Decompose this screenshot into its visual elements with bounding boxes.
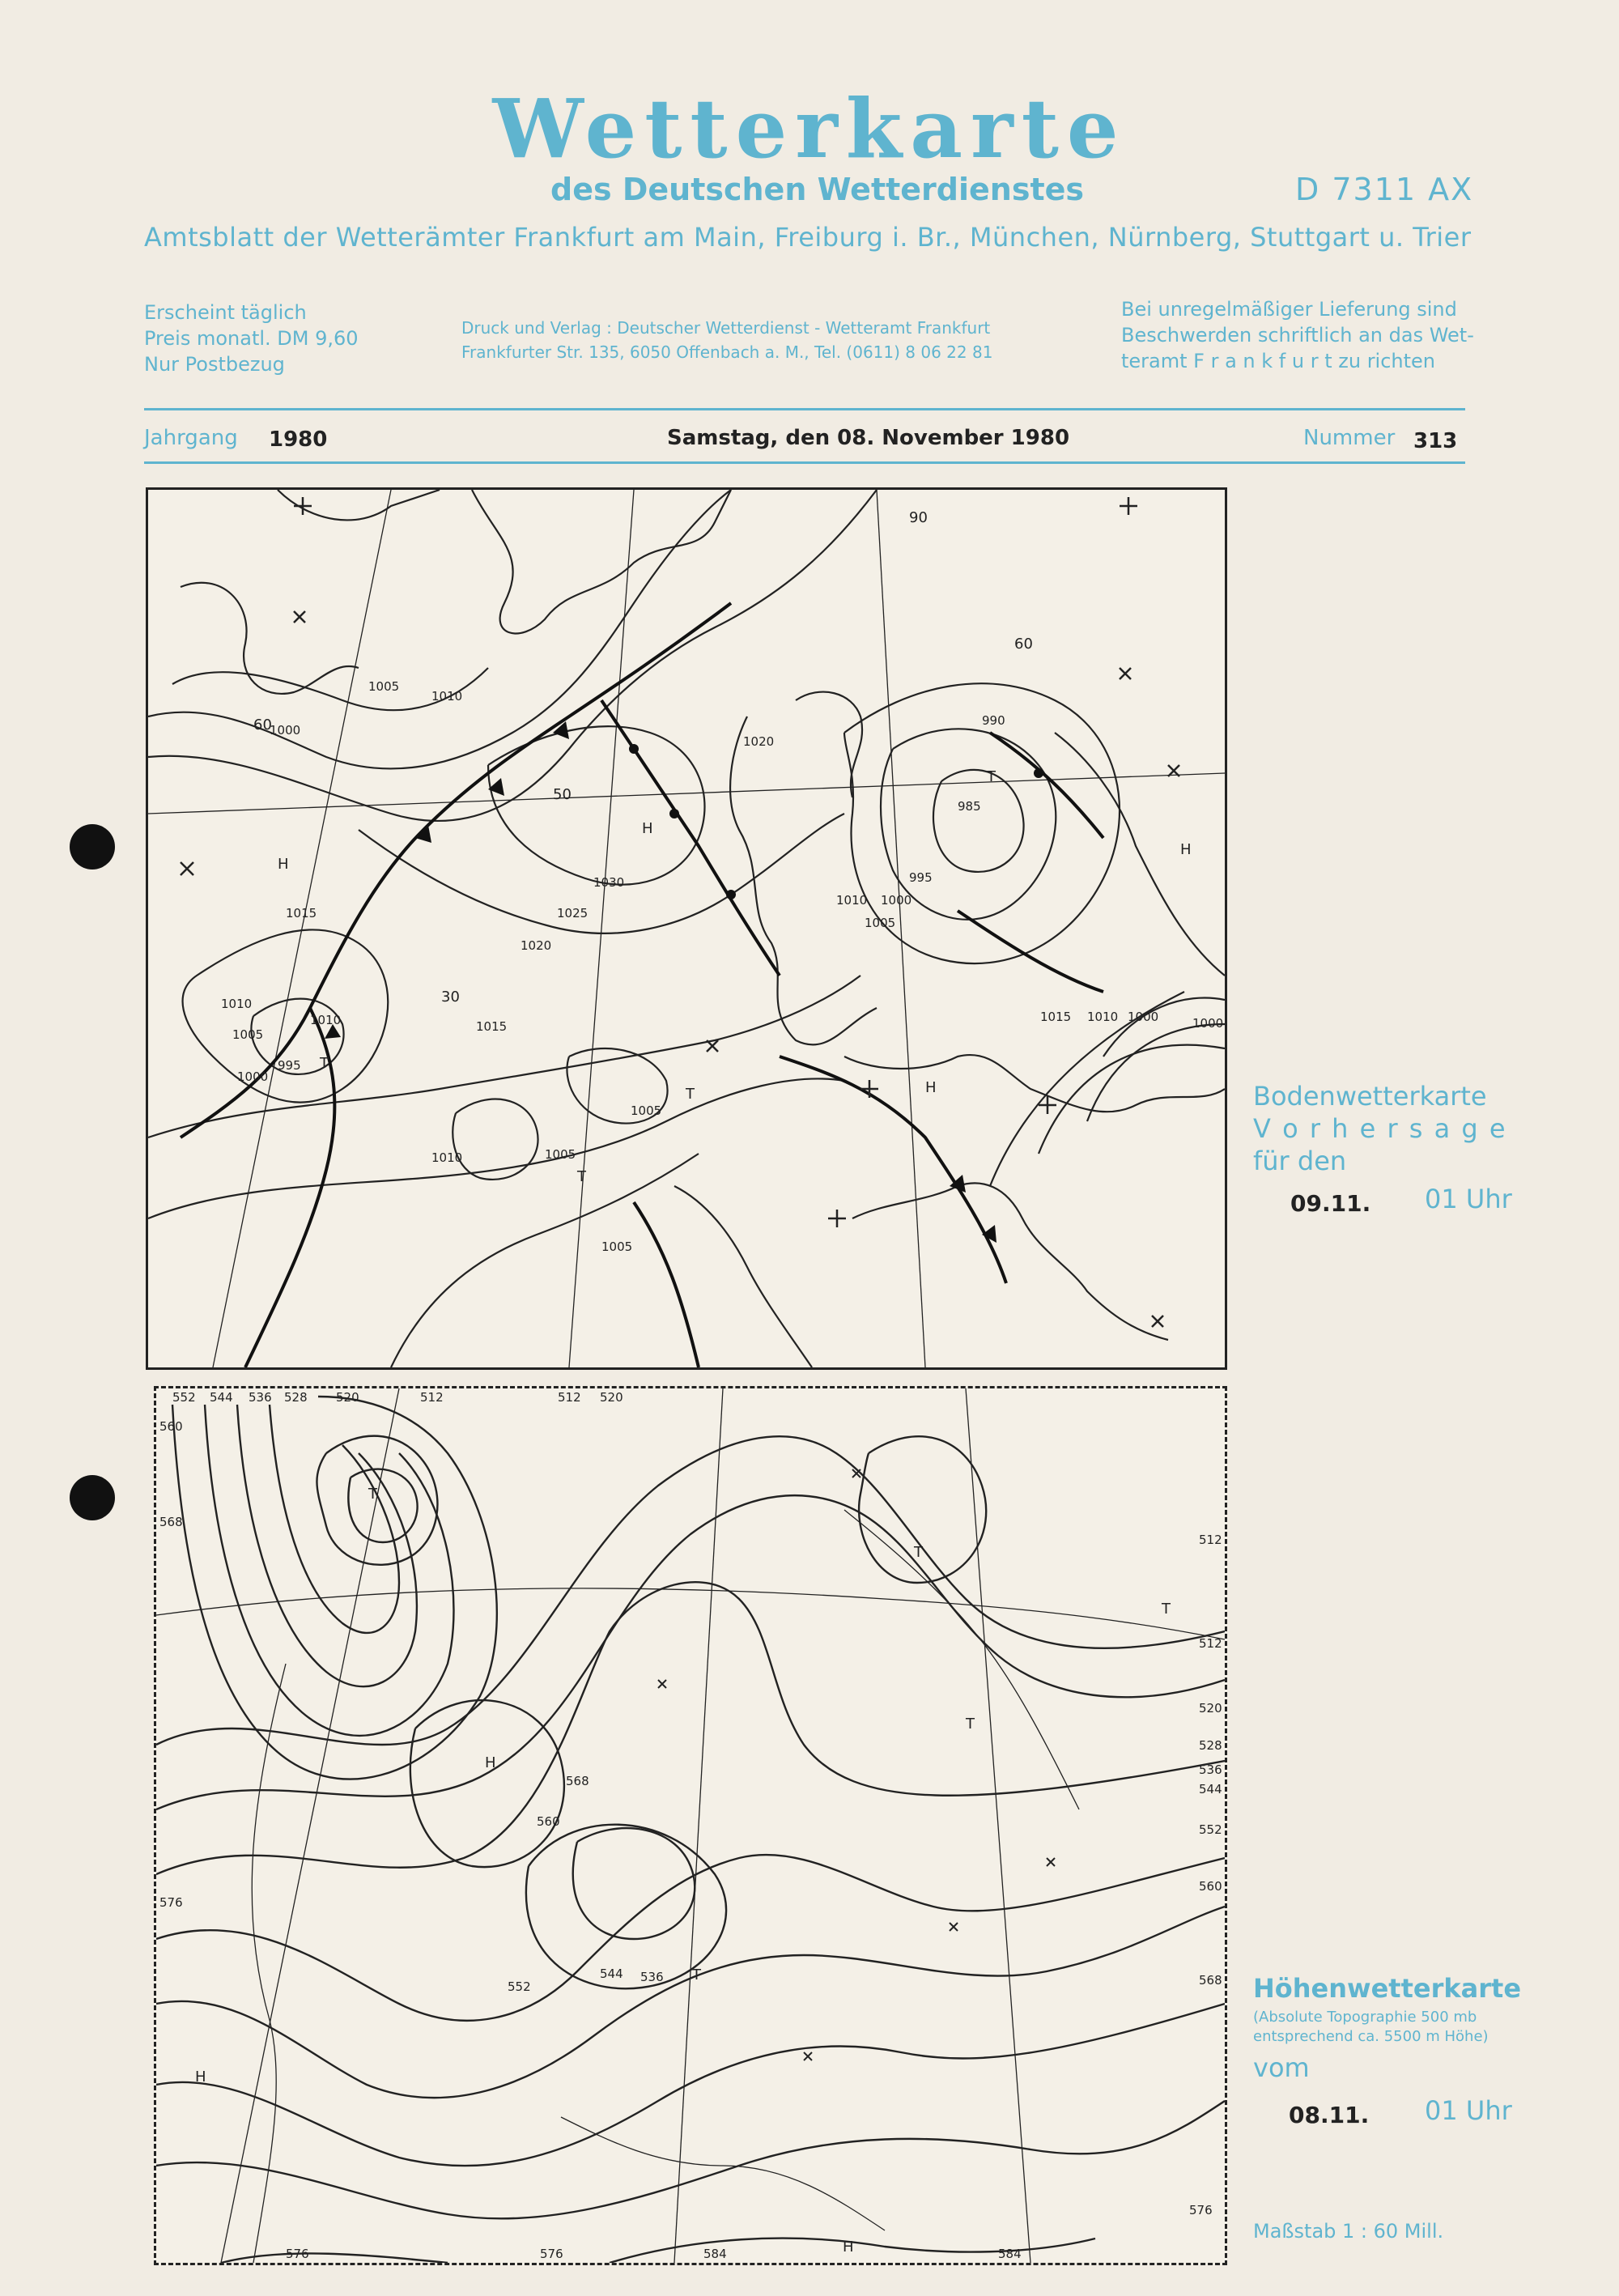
upper-air-map — [154, 1386, 1227, 2265]
isotherm-label: 90 — [909, 509, 928, 526]
surface-time: 01 Uhr — [1425, 1184, 1512, 1214]
contour — [156, 1495, 1225, 1809]
contour — [156, 1582, 1225, 1874]
isobar-label: 1005 — [368, 679, 400, 694]
isobar-low — [183, 929, 389, 1102]
isobar — [148, 976, 860, 1137]
caption-line: Bodenwetterkarte — [1253, 1081, 1487, 1112]
isobar-label: 1000 — [881, 893, 912, 908]
contour — [156, 1855, 1225, 2021]
isobar — [881, 729, 1056, 919]
info-line: Druck und Verlag : Deutscher Wetterdienst - Wetteramt Frankfurt — [461, 318, 991, 338]
caption-line: V o r h e r s a g e — [1253, 1113, 1507, 1144]
info-line: teramt F r a n k f u r t zu richten — [1121, 350, 1436, 372]
surface-caption — [1253, 1080, 1507, 1177]
low-mark: T — [966, 1716, 975, 1733]
contour-label: 512 — [558, 1390, 581, 1405]
publication-code: D 7311 AX — [1295, 172, 1474, 207]
caption-line: für den — [1253, 1146, 1347, 1176]
info-line: Beschwerden schriftlich an das Wet- — [1121, 324, 1474, 347]
contour-label: 560 — [159, 1419, 183, 1434]
plus-mark — [860, 1080, 878, 1098]
high-mark: H — [195, 2069, 206, 2086]
low-pressure-mark: T — [577, 1168, 586, 1185]
coastline — [561, 2117, 885, 2230]
contour-label: 512 — [420, 1390, 444, 1405]
contour-label: 536 — [1199, 1762, 1222, 1777]
isobar-label: 1030 — [593, 875, 625, 890]
contour-label: 512 — [1199, 1533, 1222, 1547]
station-mark — [658, 1680, 666, 1688]
masthead-title: Wetterkarte — [492, 81, 1127, 176]
graticule — [213, 490, 391, 1367]
plus-mark — [1120, 497, 1137, 515]
isobar-label: 1010 — [1087, 1010, 1119, 1024]
station-mark — [1120, 668, 1131, 679]
station-mark — [950, 1923, 958, 1931]
issue-meta-row — [144, 423, 1465, 455]
offices-line: Amtsblatt der Wetterämter Frankfurt am Main, Freiburg i. Br., München, Nürnberg, Stuttgart u. Trier — [144, 222, 1472, 253]
isobar-label: 1000 — [237, 1069, 269, 1084]
cold-front-med — [780, 1057, 1006, 1283]
contour-label: 544 — [210, 1390, 233, 1405]
contour — [172, 1397, 497, 1779]
station-mark — [1152, 1316, 1163, 1327]
plus-mark — [828, 1210, 846, 1227]
isobar-label: 1005 — [865, 916, 896, 930]
contour-label: 576 — [159, 1895, 183, 1910]
isobar — [148, 490, 877, 821]
cold-front-iberia — [634, 1202, 699, 1367]
coastline-iberia — [674, 1186, 812, 1367]
map-scale: Maßstab 1 : 60 Mill. — [1253, 2220, 1444, 2243]
isobar-label: 1010 — [221, 997, 253, 1011]
number-value: 313 — [1413, 429, 1458, 453]
front-semicircle — [669, 809, 679, 818]
contour — [237, 1405, 417, 1686]
upper-date: 08.11. — [1289, 2102, 1370, 2128]
subscription-info — [144, 300, 359, 377]
low-mark: T — [692, 1966, 701, 1983]
complaint-info — [1121, 296, 1474, 374]
contour — [156, 1907, 1225, 2098]
isotherm-label: 60 — [1014, 636, 1033, 653]
isobar-label: 1015 — [476, 1019, 508, 1034]
isobar-label: 1015 — [286, 906, 317, 921]
high-pressure-mark: H — [925, 1079, 937, 1096]
isobar-label: 1020 — [743, 734, 775, 749]
contour-label: 552 — [1199, 1822, 1222, 1837]
contour-label: 528 — [1199, 1738, 1222, 1753]
front-scand — [990, 733, 1103, 838]
info-line: Erscheint täglich — [144, 301, 307, 324]
isotherm-label: 30 — [441, 989, 460, 1006]
contour — [156, 2101, 1225, 2218]
coastline — [844, 1510, 1079, 1809]
front-semicircle — [726, 890, 736, 899]
surface-map-drawing — [148, 490, 1225, 1367]
upper-caption-vom: vom — [1253, 2052, 1310, 2083]
isobar-label: 1010 — [836, 893, 868, 908]
upper-time: 01 Uhr — [1425, 2095, 1512, 2126]
station-mark — [707, 1040, 718, 1052]
graticule — [221, 1388, 399, 2263]
isobar-label: 995 — [909, 870, 933, 885]
contour-label: 520 — [1199, 1701, 1222, 1716]
header-rule-top — [144, 408, 1465, 410]
contour-label: 576 — [286, 2247, 309, 2261]
info-line: Bei unregelmäßiger Lieferung sind — [1121, 298, 1457, 321]
high-mark: H — [843, 2239, 854, 2256]
contour-label: 584 — [998, 2247, 1022, 2261]
upper-caption: Höhenwetterkarte — [1253, 1973, 1522, 2004]
header-rule-bottom — [144, 461, 1465, 464]
contour-label: 520 — [600, 1390, 623, 1405]
contour-label: 552 — [508, 1979, 531, 1994]
isobar-label: 1000 — [1192, 1016, 1224, 1031]
punch-hole-bottom — [70, 1475, 115, 1520]
isobar — [359, 814, 844, 933]
low-mark: T — [1162, 1601, 1171, 1618]
isobar-label: 1005 — [232, 1027, 264, 1042]
isobar — [933, 770, 1024, 872]
front-semicircle — [1034, 768, 1043, 778]
front-semicircle — [629, 744, 639, 754]
coastline-russia — [1055, 733, 1225, 976]
low-pressure-mark: T — [320, 1055, 329, 1072]
upper-map-drawing — [156, 1388, 1225, 2263]
isobar-label: 1005 — [545, 1147, 576, 1162]
upper-caption-note — [1253, 2008, 1489, 2047]
contour-low-mid-outer — [526, 1825, 726, 1989]
surface-date: 09.11. — [1290, 1190, 1371, 1217]
isobar-label: 990 — [982, 713, 1005, 728]
contour-label: 560 — [1199, 1879, 1222, 1894]
note-line: (Absolute Topographie 500 mb — [1253, 2009, 1477, 2026]
graticule — [966, 1388, 1030, 2263]
contour-label: 576 — [540, 2247, 563, 2261]
issue-date: Samstag, den 08. November 1980 — [667, 426, 1070, 450]
station-mark — [804, 2052, 812, 2060]
station-mark — [294, 611, 305, 623]
isobar-label: 995 — [278, 1058, 301, 1073]
contour-label: 568 — [566, 1774, 589, 1788]
isobar-label: 1000 — [1128, 1010, 1159, 1024]
coastline-mediterranean — [852, 1183, 1168, 1340]
isobar — [148, 490, 731, 768]
graticule — [569, 490, 634, 1367]
number-label: Nummer — [1303, 426, 1396, 450]
isobar-label: 985 — [958, 799, 981, 814]
isotherm-label: 50 — [553, 786, 572, 803]
isobar-label: 1005 — [631, 1103, 662, 1118]
contour-label: 568 — [1199, 1973, 1222, 1988]
contour-label: 584 — [703, 2247, 727, 2261]
info-line: Preis monatl. DM 9,60 — [144, 327, 359, 350]
contour — [270, 1405, 399, 1633]
info-line: Nur Postbezug — [144, 353, 285, 376]
contour-label: 536 — [249, 1390, 272, 1405]
contour-label: 544 — [1199, 1782, 1222, 1796]
contour-label: 512 — [1199, 1636, 1222, 1651]
isobar — [391, 1154, 699, 1367]
high-pressure-mark: H — [1180, 841, 1192, 858]
surface-forecast-map — [146, 487, 1227, 1370]
high-mark: H — [485, 1754, 496, 1771]
isobar-label: 1020 — [521, 938, 552, 953]
coastline-europe-south — [844, 1055, 1225, 1112]
isobar-label: 1010 — [310, 1013, 342, 1027]
contour-label: 544 — [600, 1966, 623, 1981]
low-mark: T — [368, 1486, 377, 1503]
station-mark — [852, 1469, 860, 1478]
punch-hole-top — [70, 824, 115, 870]
contour-label: 560 — [537, 1814, 560, 1829]
year-label: Jahrgang — [144, 426, 238, 450]
contour-label: 552 — [172, 1390, 196, 1405]
isobar-label: 1000 — [270, 723, 301, 738]
high-pressure-mark: H — [278, 856, 289, 873]
contour-label: 576 — [1189, 2203, 1213, 2217]
low-pressure-mark: T — [987, 768, 996, 785]
contour-label: 528 — [284, 1390, 308, 1405]
isobar-label: 1025 — [557, 906, 589, 921]
low-pressure-mark: T — [686, 1086, 695, 1103]
isobar-label: 1015 — [1040, 1010, 1072, 1024]
info-line: Frankfurter Str. 135, 6050 Offenbach a. M., Tel. (0611) 8 06 22 81 — [461, 342, 993, 362]
year-value: 1980 — [269, 427, 328, 452]
contour-label: 520 — [336, 1390, 359, 1405]
graticule — [674, 1388, 723, 2263]
isobar-label: 1005 — [601, 1239, 633, 1254]
isobar-low-iberia — [453, 1099, 538, 1180]
isobar-label: 1010 — [431, 1150, 463, 1165]
contour-label: 536 — [640, 1970, 664, 1984]
publisher-info — [461, 316, 992, 364]
low-mark: T — [914, 1544, 923, 1561]
contour — [156, 2004, 1225, 2166]
note-line: entsprechend ca. 5500 m Höhe) — [1253, 2028, 1489, 2045]
isobar-label: 1010 — [431, 689, 463, 704]
graticule — [156, 1588, 1225, 1639]
station-mark — [181, 862, 193, 875]
high-pressure-mark: H — [642, 820, 653, 837]
contour-label: 568 — [159, 1515, 183, 1529]
isobar — [1039, 1045, 1225, 1154]
coastline-scandinavia — [472, 490, 731, 633]
contour-low-mid — [573, 1828, 695, 1939]
station-mark — [1047, 1858, 1055, 1866]
masthead-subtitle: des Deutschen Wetterdienstes — [550, 172, 1085, 207]
isobar-label: 60 — [253, 716, 272, 733]
